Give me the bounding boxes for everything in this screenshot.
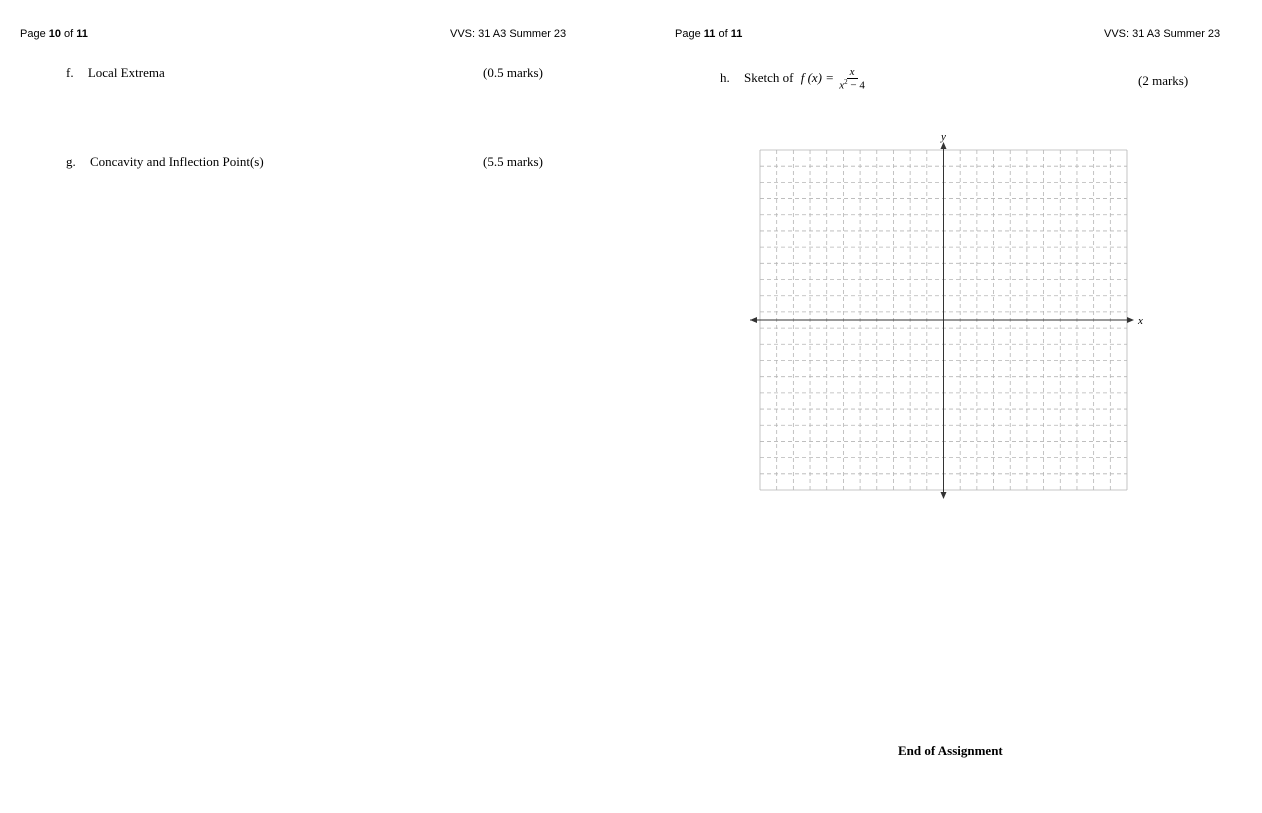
page-number-header xyxy=(20,28,88,40)
question-h-marks: (2 marks) xyxy=(1138,73,1189,88)
question-letter: g. xyxy=(66,154,76,169)
course-header: VVS: 31 A3 Summer 23 xyxy=(1104,28,1221,40)
den-exponent: 2 xyxy=(844,78,848,87)
question-h xyxy=(720,66,867,92)
page-of: of xyxy=(61,28,77,40)
y-axis-down-arrow xyxy=(941,492,947,499)
x-axis-label: x xyxy=(1138,315,1143,327)
page-prefix: Page xyxy=(20,28,49,40)
question-f-marks: (0.5 marks) xyxy=(483,65,543,80)
fraction-numerator: x xyxy=(847,66,858,79)
function-lhs: f (x) = xyxy=(800,69,835,85)
end-of-assignment: End of Assignment xyxy=(898,743,1003,758)
fraction-denominator xyxy=(837,79,867,92)
question-g xyxy=(66,154,264,170)
den-rest: − 4 xyxy=(847,79,865,92)
question-letter: h. xyxy=(720,69,730,85)
x-axis-right-arrow xyxy=(1127,317,1134,323)
page-prefix: Page xyxy=(675,28,704,40)
question-text: Local Extrema xyxy=(87,65,165,80)
den-base: x xyxy=(839,79,845,92)
axes xyxy=(750,142,1134,499)
page-number-header xyxy=(675,28,742,40)
page-total: 11 xyxy=(730,28,743,40)
page-of: of xyxy=(715,28,731,40)
course-header: VVS: 31 A3 Summer 23 xyxy=(450,28,567,40)
y-axis-label: y xyxy=(941,131,946,143)
page-total: 11 xyxy=(76,28,88,40)
page-num: 10 xyxy=(48,28,61,40)
coordinate-grid xyxy=(746,125,1146,505)
function-fraction xyxy=(837,66,867,92)
x-axis-left-arrow xyxy=(750,317,757,323)
right-page xyxy=(631,0,1262,813)
question-g-marks: (5.5 marks) xyxy=(483,154,543,169)
question-text: Sketch of xyxy=(744,69,794,85)
page-num: 11 xyxy=(703,28,716,40)
question-f xyxy=(66,65,165,81)
question-letter: f. xyxy=(66,65,74,80)
question-text: Concavity and Inflection Point(s) xyxy=(90,154,264,169)
y-axis-up-arrow xyxy=(941,142,947,149)
